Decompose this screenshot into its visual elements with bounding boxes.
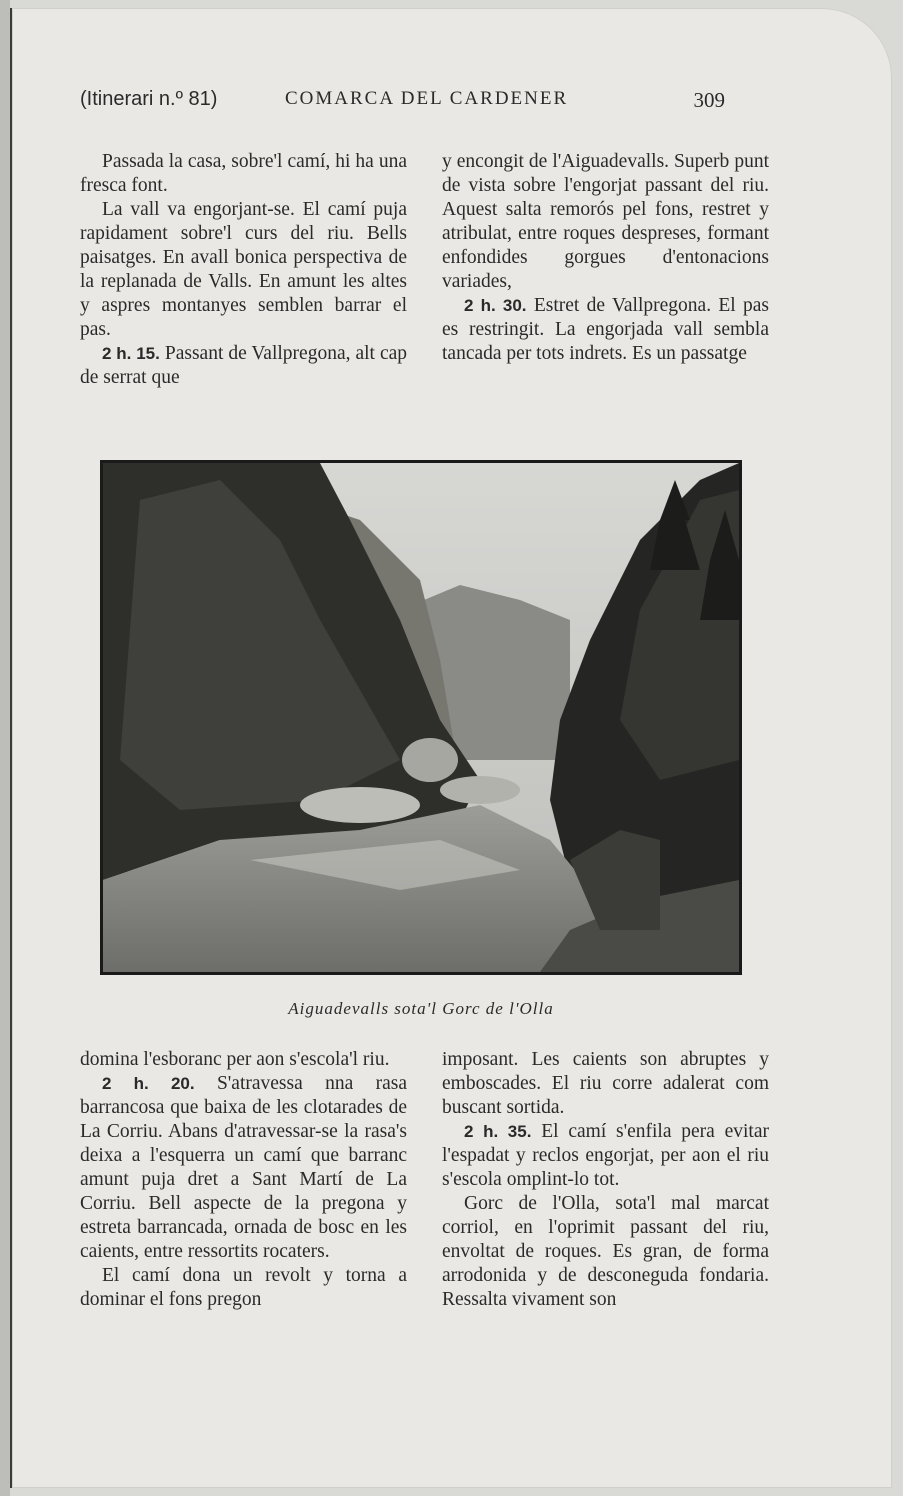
text-column-bottom-right	[442, 1048, 769, 1312]
paragraph: 2 h. 15. Passant de Vallpregona, alt cap de serrat que	[80, 343, 408, 388]
paragraph: Gorc de l'Olla, sota'l mal marcat corriol, en l'oprimit passant del riu, envoltat de roques. Es gran, de forma arrodonida y de desconeguda fondaria. Ressalta vivament son	[442, 1193, 769, 1310]
page-number: 309	[693, 88, 725, 112]
text-column-bottom-left	[80, 1048, 407, 1312]
book-spine	[0, 0, 10, 1496]
text-column-top-right	[442, 150, 769, 366]
paragraph: Passada la casa, sobre'l camí, hi ha una fresca font.	[80, 151, 407, 196]
time-marker: 2 h. 35.	[464, 1122, 532, 1141]
paragraph: 2 h. 35. El camí s'enfila pera evitar l'espadat y reclos engorjat, per aon el riu s'escola omplint-lo tot.	[442, 1121, 769, 1190]
paragraph: domina l'esboranc per aon s'escola'l riu.	[80, 1049, 390, 1070]
paragraph: 2 h. 20. S'atravessa nna rasa barrancosa que baixa de les clotarades de La Corriu. Abans d'atravessar-se la rasa's deixa a l'esquerra un camí que barranc amunt puja dret a Sant Martí de La Corriu. Bell aspecte de la pregona y estreta barrancada, ornada de bosc en les caients, entre ressortits rocaters.	[80, 1073, 407, 1262]
time-marker: 2 h. 15.	[102, 344, 160, 363]
paragraph: y encongit de l'Aiguadevalls. Superb punt de vista sobre l'engorjat passant del riu. Aquest salta remorós pel fons, restret y atribulat, entre roques despreses, formant enfondides gorgues d'entonacions variades,	[442, 151, 769, 292]
text-column-top-left	[80, 150, 407, 390]
running-header	[80, 88, 725, 128]
paragraph: La vall va engorjant-se. El camí puja rapidament sobre'l curs del riu. Bells paisatges. En avall bonica perspectiva de la replanada de Valls. En amunt les altes y aspres montanyes semblen barrar el pas.	[80, 199, 407, 340]
river-gorge-photograph	[100, 460, 742, 975]
figure-caption: Aiguadevalls sota'l Gorc de l'Olla	[288, 999, 554, 1018]
paragraph: imposant. Les caients son abruptes y emboscades. El riu corre adalerat com buscant sortida.	[442, 1049, 769, 1118]
time-marker: 2 h. 20.	[102, 1074, 195, 1093]
time-marker: 2 h. 30.	[464, 296, 527, 315]
chapter-title: COMARCA DEL CARDENER	[285, 88, 569, 109]
paragraph: El camí dona un revolt y torna a dominar el fons pregon	[80, 1265, 407, 1310]
paragraph: 2 h. 30. Estret de Vallpregona. El pas es restringit. La engorjada vall sembla tancada per tots indrets. Es un passatge	[442, 295, 770, 364]
itinerary-reference: (Itinerari n.º 81)	[80, 88, 218, 110]
